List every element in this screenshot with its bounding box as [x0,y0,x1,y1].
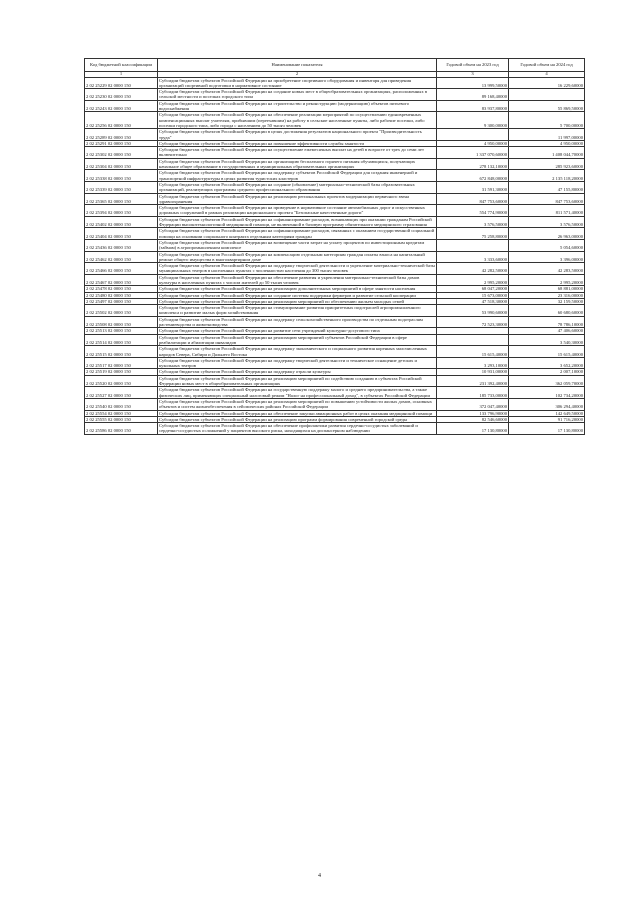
budget-table-container [84,58,584,435]
row-value-2024: 1 408 044,70000 [509,147,585,159]
row-value-2023: 1 337 070,60000 [437,147,509,159]
header-name: Наименование показателя [158,59,437,72]
row-code: 2 02 25515 02 0000 150 [85,346,158,358]
row-value-2023: 231 392,40000 [437,375,509,387]
page-number: 4 [318,873,321,879]
column-index: 2 [158,72,437,78]
row-name: Субсидии бюджетам субъектов Российской Федерации на осуществление ежемесячных выплат на детей в возрасте от трех до семи лет включительно [158,147,437,159]
row-value-2024: 142 649,50000 [509,410,585,416]
row-value-2023: 15 615,40000 [437,346,509,358]
row-name: Субсидии бюджетам субъектов Российской Федерации на повышение эффективности службы занятости [158,140,437,146]
row-value-2024: 47 406,60000 [509,328,585,334]
row-name: Субсидии бюджетам субъектов Российской Федерации на возмещение части затрат на уплату процентов по инвестиционным кредитам (займам) в агропромышленном комплексе [158,239,437,251]
row-value-2023: 83 937,80000 [437,100,509,112]
row-value-2024: 2 007,10000 [509,369,585,375]
row-name: Субсидии бюджетам субъектов Российской Федерации на обеспечение развития и укрепления материально-технической базы домов культуры в населенных пунктах с числом жителей до 50 тысяч человек [158,274,437,286]
row-value-2023: 72 523,30000 [437,316,509,328]
row-name: Субсидии бюджетам субъектов Российской Федерации на обеспечение закупки авиационных работ в целях оказания медицинской помощи [158,410,437,416]
row-value-2024: 5 054,60000 [509,239,585,251]
row-name: Субсидии бюджетам субъектов Российской Федерации на создание (обновление) материально-технической базы образовательных организаций, реализующих программы среднего профессионального образования [158,181,437,193]
row-value-2024: 306 294,40000 [509,398,585,410]
table-row [85,423,585,435]
row-value-2023: 68 047,20000 [437,286,509,292]
row-name: Субсидии бюджетам субъектов Российской Федерации на реализацию региональных проектов модернизации первичного звена здравоохранения [158,193,437,205]
row-name: Субсидии бюджетам субъектов Российской Федерации на реализацию мероприятий по повышению устойчивости жилых домов, основных объектов и систем жизнеобеспечения в сейсмических районах Российской Федерации [158,398,437,410]
table-row [85,181,585,193]
row-name: Субсидии бюджетам субъектов Российской Федерации на реализацию программ формирования современной городской среды [158,416,437,422]
row-value-2024: 847 753,60000 [509,193,585,205]
row-value-2023: 2 995,20000 [437,274,509,286]
row-value-2024: 362 059,70000 [509,375,585,387]
row-name: Субсидии бюджетам субъектов Российской Федерации на компенсацию отдельным категориям граждан оплаты взноса на капитальный ремонт общего имущества в многоквартирном доме [158,251,437,263]
table-row [85,216,585,228]
row-value-2024: 3 652,20000 [509,357,585,369]
row-code: 2 02 25508 02 0000 150 [85,316,158,328]
row-value-2024: 78 786,10000 [509,316,585,328]
table-row [85,77,585,89]
row-value-2024: 16 229,60000 [509,77,585,89]
row-code: 2 02 25586 02 0000 150 [85,423,158,435]
column-index: 1 [85,72,158,78]
row-value-2023: 278 132,10000 [437,158,509,170]
row-value-2024: 68 881,00000 [509,286,585,292]
row-name: Субсидии бюджетам субъектов Российской Федерации на софинансирование расходов, возникающих при оказании гражданам Российской Федерации высокотехнологичной медицинской помощи, не включенной в базовую программу обязательного медицинского страхования [158,216,437,228]
row-value-2023: 185 733,00000 [437,387,509,399]
row-name: Субсидии бюджетам субъектов Российской Федерации на приобретение спортивного оборудования и инвентаря для приведения организаций спортивной подготовки в нормативное состояние [158,77,437,89]
row-value-2023: 4 950,00000 [437,140,509,146]
table-row [85,205,585,217]
header-2023: Годовой объем на 2023 год [437,59,509,72]
table-row [85,239,585,251]
row-name: Субсидии бюджетам субъектов Российской Федерации на создание новых мест в общеобразовательных организациях, расположенных в сельской местности и поселках городского типа [158,89,437,101]
row-value-2024: 2 995,20000 [509,274,585,286]
row-name: Субсидии бюджетам субъектов Российской Федерации на государственную поддержку малого и среднего предпринимательства, а также физических лиц, применяющих специальный налоговый режим "Налог на профессиональный доход", в субъектах Российской Федерации [158,387,437,399]
row-name: Субсидии бюджетам субъектов Российской Федерации на реализацию мероприятий по обеспечению жильем молодых семей [158,298,437,304]
row-value-2024: 3 540,30000 [509,334,585,346]
table-row [85,147,585,159]
header-code: Код бюджетной классификации [85,59,158,72]
row-value-2024: 3 576,50000 [509,216,585,228]
row-value-2023: 3 576,50000 [437,216,509,228]
row-code: 2 02 25243 02 0000 150 [85,100,158,112]
row-value-2023: 15 673,00000 [437,292,509,298]
row-value-2024: 55 869,50000 [509,100,585,112]
table-row [85,387,585,399]
table-row [85,274,585,286]
row-value-2023 [437,129,509,141]
row-value-2024: 47 155,80000 [509,181,585,193]
table-row [85,193,585,205]
row-value-2024: 3 396,00000 [509,251,585,263]
budget-table [84,58,585,435]
row-value-2024: 26 963,00000 [509,228,585,240]
row-code: 2 02 25256 02 0000 150 [85,112,158,129]
row-name: Субсидии бюджетам субъектов Российской Федерации на стимулирование развития приоритетных подотраслей агропромышленного комплекса и развитие малых форм хозяйствования [158,305,437,317]
row-name: Субсидии бюджетам субъектов Российской Федерации на поддержку отрасли культуры [158,369,437,375]
row-code: 2 02 25527 02 0000 150 [85,387,158,399]
row-code: 2 02 25402 02 0000 150 [85,216,158,228]
row-value-2023: 10 931,00000 [437,369,509,375]
row-name: Субсидии бюджетам субъектов Российской Федерации на строительство и реконструкцию (модернизацию) объектов питьевого водоснабжения [158,100,437,112]
row-code: 2 02 25514 02 0000 150 [85,334,158,346]
row-value-2024: 5 700,00000 [509,112,585,129]
row-value-2024: 60 680,60000 [509,305,585,317]
row-value-2024: 811 571,40000 [509,205,585,217]
table-row [85,228,585,240]
row-name: Субсидии бюджетам субъектов Российской Федерации на реализацию мероприятий субъектов Российской Федерации в сфере реабилитации и абилитации инвалидов [158,334,437,346]
row-value-2023: 53 990,60000 [437,305,509,317]
row-value-2024: 91 716,20000 [509,416,585,422]
row-code: 2 02 25338 02 0000 150 [85,170,158,182]
table-row [85,305,585,317]
table-body [85,77,585,434]
row-value-2024: 11 997,00000 [509,129,585,141]
row-value-2023: 9 300,00000 [437,112,509,129]
row-code: 2 02 25555 02 0000 150 [85,416,158,422]
table-row [85,357,585,369]
table-row [85,334,585,346]
table-row [85,316,585,328]
row-value-2023: 47 518,30000 [437,298,509,304]
row-value-2023: 133 796,90000 [437,410,509,416]
header-2024: Годовой объем на 2024 год [509,59,585,72]
row-name: Субсидии бюджетам субъектов Российской Федерации на реализацию мероприятий по содействию созданию в субъектах Российской Федерации новых мест в общеобразовательных организациях [158,375,437,387]
row-value-2023: 847 753,60000 [437,193,509,205]
row-value-2023: 17 130,80000 [437,423,509,435]
table-row [85,375,585,387]
row-code: 2 02 25289 02 0000 150 [85,129,158,141]
row-code: 2 02 25540 02 0000 150 [85,398,158,410]
row-value-2023: 82 546,60000 [437,416,509,422]
row-code: 2 02 25466 02 0000 150 [85,263,158,275]
row-value-2023: 75 258,80000 [437,228,509,240]
row-code: 2 02 25339 02 0000 150 [85,181,158,193]
table-row [85,89,585,101]
row-name: Субсидии бюджетам субъектов Российской Федерации на организацию бесплатного горячего питания обучающихся, получающих начальное общее образование в государственных и муниципальных образовательных организациях [158,158,437,170]
row-value-2024: 4 950,00000 [509,140,585,146]
row-code: 2 02 25230 02 0000 150 [85,89,158,101]
row-name: Субсидии бюджетам субъектов Российской Федерации на поддержку сельскохозяйственного производства по отдельным подотраслям растениеводства и животноводства [158,316,437,328]
row-value-2024 [509,89,585,101]
table-row [85,346,585,358]
row-name: Субсидии бюджетам субъектов Российской Федерации на реализацию дополнительных мероприятий в сфере занятости населения [158,286,437,292]
row-code: 2 02 25291 02 0000 150 [85,140,158,146]
row-value-2024: 285 923,60000 [509,158,585,170]
row-value-2023: 554 774,90000 [437,205,509,217]
row-value-2024: 102 734,20000 [509,387,585,399]
row-value-2023: 3 333,60000 [437,251,509,263]
row-name: Субсидии бюджетам субъектов Российской Федерации на обеспечение профилактики развития сердечно-сосудистых заболеваний и сердечно-сосудистых осложнений у пациентов высокого риска, находящихся на диспансерном наблюдении [158,423,437,435]
row-value-2024: 42 283,50000 [509,263,585,275]
row-code: 2 02 25304 02 0000 150 [85,158,158,170]
row-code: 2 02 25462 02 0000 150 [85,251,158,263]
row-code: 2 02 25394 02 0000 150 [85,205,158,217]
table-row [85,158,585,170]
row-name: Субсидии бюджетам субъектов Российской Федерации на создание системы поддержки фермеров и развитие сельской кооперации [158,292,437,298]
row-name: Субсидии бюджетам субъектов Российской Федерации на обеспечение реализации мероприятий по осуществлению единовременных компенсационных выплат учителям, прибывшим (переехавшим) на работу в сельские населенные пункты, либо рабочие поселки, либо поселки городского типа, либо города с населением до 50 тысяч человек [158,112,437,129]
row-value-2023: 3 293,10000 [437,357,509,369]
row-name: Субсидии бюджетам субъектов Российской Федерации на поддержку творческой деятельности и укрепление материально-технической базы муниципальных театров в населенных пунктах с численностью населения до 300 тысяч человек [159,263,435,274]
row-code: 2 02 25497 02 0000 150 [85,298,158,304]
table-row [85,263,585,275]
row-value-2023: 672 848,00000 [437,170,509,182]
row-value-2024: 17 130,80000 [509,423,585,435]
row-name: Субсидии бюджетам субъектов Российской Федерации на поддержку творческой деятельности и техническое оснащение детских и кукольных театров [158,357,437,369]
row-value-2024: 2 135 118,20000 [509,170,585,182]
row-name: Субсидии бюджетам субъектов Российской Федерации на развитие сети учреждений культурно-досугового типа [158,328,437,334]
row-value-2023 [437,239,509,251]
row-code: 2 02 25404 02 0000 150 [85,228,158,240]
row-name: Субсидии бюджетам субъектов Российской Федерации на поддержку субъектов Российской Федерации для создания инженерной и транспортной инфраструктуры в целях развития туристских кластеров [158,170,437,182]
table-row [85,112,585,129]
row-value-2023: 42 282,50000 [437,263,509,275]
row-value-2023: 13 999,50000 [437,77,509,89]
row-code: 2 02 25478 02 0000 150 [85,286,158,292]
row-code: 2 02 25554 02 0000 150 [85,410,158,416]
row-code: 2 02 25436 02 0000 150 [85,239,158,251]
table-row [85,251,585,263]
row-code: 2 02 25502 02 0000 150 [85,305,158,317]
row-code: 2 02 25513 02 0000 150 [85,328,158,334]
row-value-2024: 23 316,00000 [509,292,585,298]
column-index: 4 [509,72,585,78]
row-code: 2 02 25519 02 0000 150 [85,369,158,375]
row-value-2023: 31 591,30000 [437,181,509,193]
row-code: 2 02 25480 02 0000 150 [85,292,158,298]
table-header-row [85,59,585,72]
table-row [85,100,585,112]
table-row [85,129,585,141]
row-value-2024: 15 615,40000 [509,346,585,358]
row-name: Субсидии бюджетам субъектов Российской Федерации на поддержку экономического и социального развития коренных малочисленных народов Севера, Сибири и Дальнего Востока [158,346,437,358]
row-code: 2 02 25365 02 0000 150 [85,193,158,205]
row-code: 2 02 25520 02 0000 150 [85,375,158,387]
row-code: 2 02 25517 02 0000 150 [85,357,158,369]
row-name: Субсидии бюджетам субъектов Российской Федерации на софинансирование расходов, связанных с оказанием государственной социальной помощи на основании социального контракта отдельным категориям граждан [158,228,437,240]
row-value-2023 [437,334,509,346]
row-code: 2 02 25229 02 0000 150 [85,77,158,89]
row-code: 2 02 25467 02 0000 150 [85,274,158,286]
column-index: 3 [437,72,509,78]
table-row [85,170,585,182]
row-value-2024: 32 159,50000 [509,298,585,304]
row-code: 2 02 25302 02 0000 150 [85,147,158,159]
row-name: Субсидии бюджетам субъектов Российской Федерации на приведение в нормативное состояние автомобильных дорог и искусственных дорожных сооружений в рамках реализации национального проекта "Безопасные качественные дороги" [158,205,437,217]
row-name: Субсидии бюджетам субъектов Российской Федерации в целях достижения результатов национального проекта "Производительность труда" [158,129,437,141]
row-value-2023: 89 168,40000 [437,89,509,101]
row-value-2023: 372 047,40000 [437,398,509,410]
table-row [85,398,585,410]
